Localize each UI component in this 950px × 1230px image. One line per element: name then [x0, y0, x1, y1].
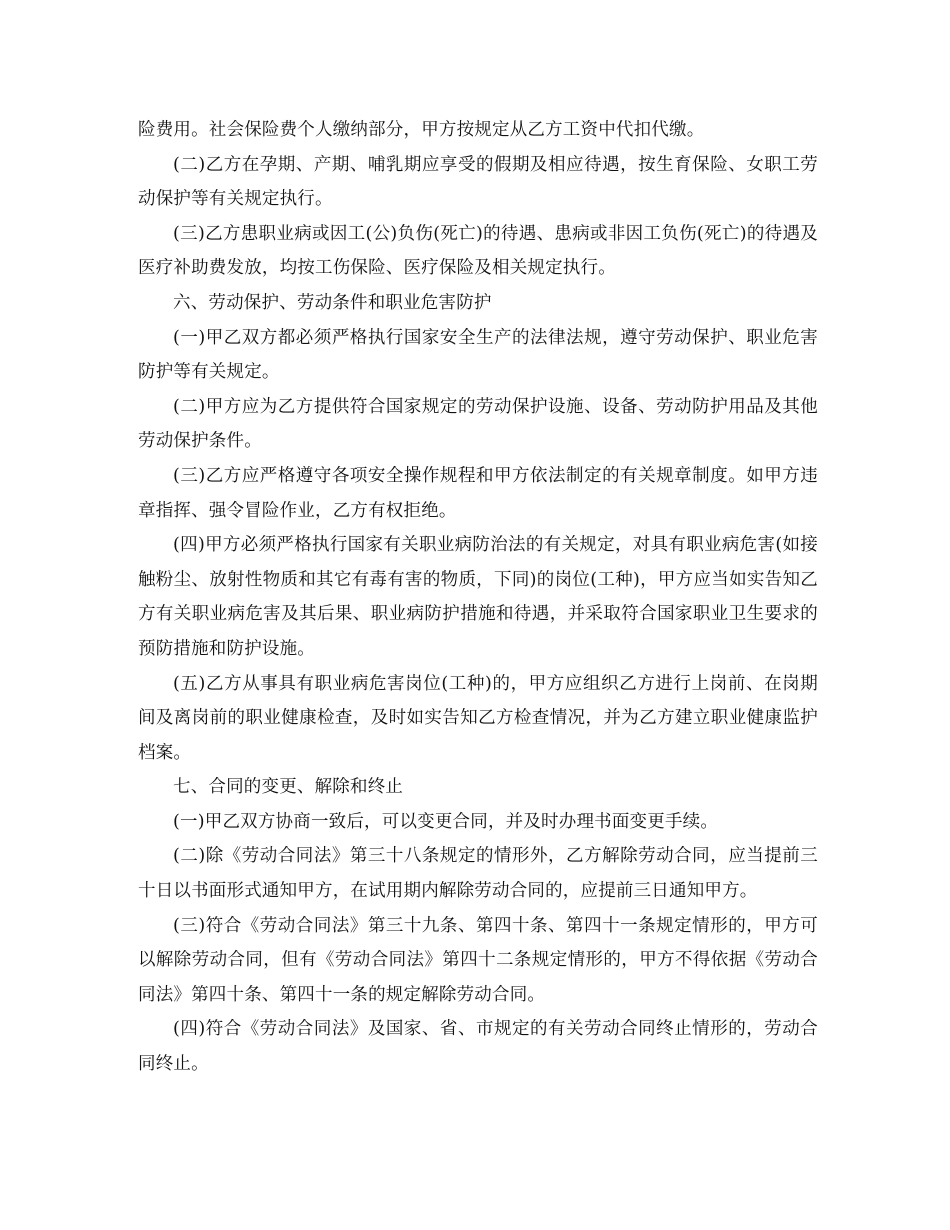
paragraph-continuation: 险费用。社会保险费个人缴纳部分，甲方按规定从乙方工资中代扣代缴。: [138, 120, 705, 140]
paragraph-item: (一)甲乙双方协商一致后，可以变更合同，并及时办理书面变更手续。: [173, 811, 719, 832]
paragraph-item: (一)甲乙双方都必须严格执行国家安全生产的法律法规，遵守劳动保护、职业危害防护等有关规定。: [138, 327, 818, 383]
section-heading: 七、合同的变更、解除和终止: [173, 777, 404, 798]
paragraph-item: (四)甲方必须严格执行国家有关职业病防治法的有关规定，对具有职业病危害(如接触粉尘、放射性物质和其它有毒有害的物质，下同)的岗位(工种)，甲方应当如实告知乙方有关职业病危害及其后果、职业病防护措施和待遇，并采取符合国家职业卫生要求的预防措施和防护设施。: [138, 535, 818, 659]
paragraph-item: (四)符合《劳动合同法》及国家、省、市规定的有关劳动合同终止情形的，劳动合同终止。: [138, 1019, 818, 1075]
paragraph-item: (二)乙方在孕期、产期、哺乳期应享受的假期及相应待遇，按生育保险、女职工劳动保护等有关规定执行。: [138, 154, 818, 210]
paragraph-item: (五)乙方从事具有职业病危害岗位(工种)的，甲方应组织乙方进行上岗前、在岗期间及离岗前的职业健康检查，及时如实告知乙方检查情况，并为乙方建立职业健康监护档案。: [138, 673, 818, 763]
section-heading: 六、劳动保护、劳动条件和职业危害防护: [173, 292, 492, 313]
paragraph-item: (二)甲方应为乙方提供符合国家规定的劳动保护设施、设备、劳动防护用品及其他劳动保护条件。: [138, 396, 818, 452]
document-page: [138, 113, 818, 1082]
paragraph-item: (三)乙方应严格遵守各项安全操作规程和甲方依法制定的有关规章制度。如甲方违章指挥、强令冒险作业，乙方有权拒绝。: [138, 465, 818, 521]
paragraph-item: (三)符合《劳动合同法》第三十九条、第四十条、第四十一条规定情形的，甲方可以解除劳动合同，但有《劳动合同法》第四十二条规定情形的，甲方不得依据《劳动合同法》第四十条、第四十一条的规定解除劳动合同。: [138, 915, 818, 1005]
paragraph-item: (三)乙方患职业病或因工(公)负伤(死亡)的待遇、患病或非因工负伤(死亡)的待遇及医疗补助费发放，均按工伤保险、医疗保险及相关规定执行。: [138, 223, 818, 279]
paragraph-item: (二)除《劳动合同法》第三十八条规定的情形外，乙方解除劳动合同，应当提前三十日以书面形式通知甲方，在试用期内解除劳动合同的，应提前三日通知甲方。: [138, 846, 818, 902]
